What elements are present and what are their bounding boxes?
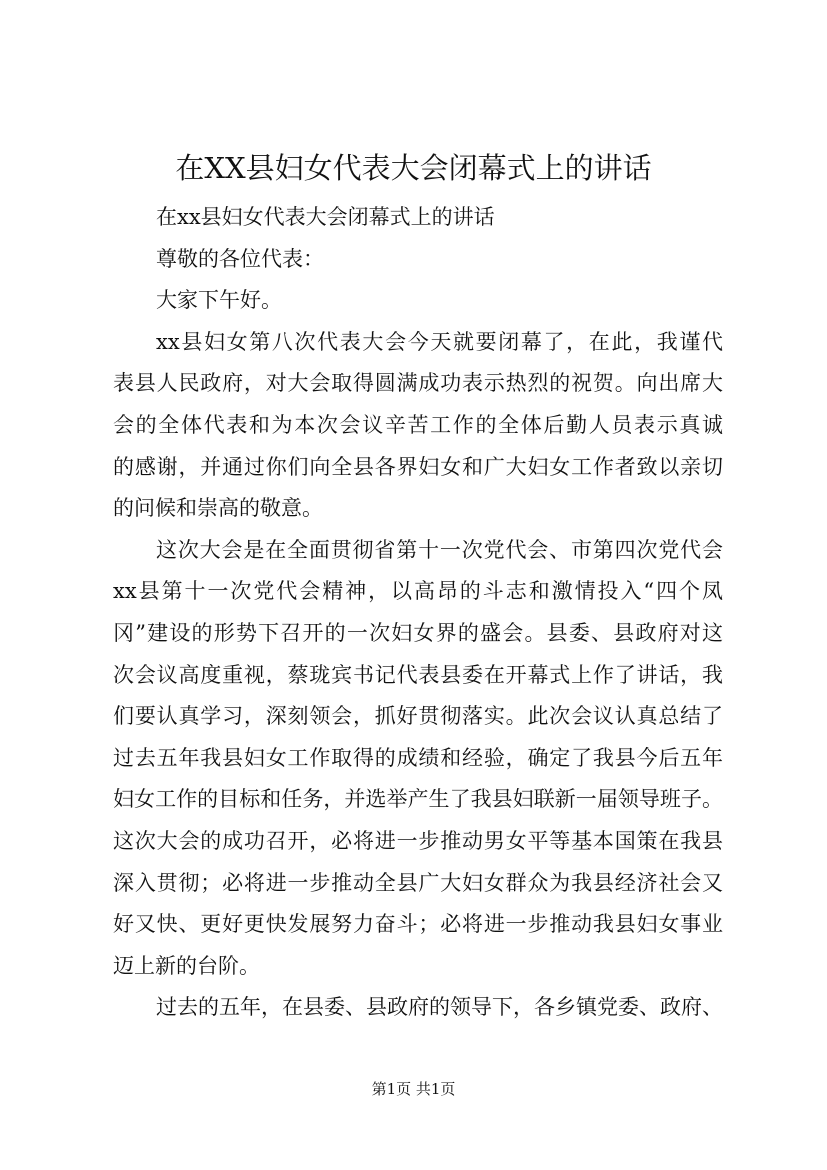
body-line: 表县人民政府，对大会取得圆满成功表示热烈的祝贺。向出席大: [113, 371, 723, 396]
body-line: 的问候和崇高的敬意。: [113, 496, 323, 521]
body-line: 这次大会是在全面贯彻省第十一次党代会、市第四次党代会: [156, 537, 723, 562]
body-line: 冈”建设的形势下召开的一次妇女界的盛会。县委、县政府对这: [113, 620, 723, 645]
body-line: 会的全体代表和为本次会议辛苦工作的全体后勤人员表示真诚: [113, 412, 723, 437]
body-line: 过去五年我县妇女工作取得的成绩和经验，确定了我县今后五年: [113, 745, 723, 770]
body-line: 尊敬的各位代表：: [156, 246, 324, 271]
body-line: 深入贯彻；必将进一步推动全县广大妇女群众为我县经济社会又: [113, 870, 723, 895]
body-line: 次会议高度重视，蔡珑宾书记代表县委在开幕式上作了讲话，我: [113, 662, 723, 687]
body-line: 大家下午好。: [156, 288, 282, 313]
page-footer: 第1页 共1页: [371, 1080, 456, 1098]
body-line: 好又快、更好更快发展努力奋斗；必将进一步推动我县妇女事业: [113, 912, 723, 937]
body-line: 过去的五年，在县委、县政府的领导下，各乡镇党委、政府、: [156, 995, 723, 1020]
document-body: [113, 197, 723, 1029]
body-line: xx县第十一次党代会精神，以高昂的斗志和激情投入“四个凤: [113, 579, 723, 604]
body-line: 在xx县妇女代表大会闭幕式上的讲话: [156, 205, 495, 229]
body-line: 这次大会的成功召开，必将进一步推动男女平等基本国策在我县: [113, 828, 723, 853]
body-line: xx县妇女第八次代表大会今天就要闭幕了，在此，我谨代: [156, 329, 723, 354]
document-title: 在XX县妇女代表大会闭幕式上的讲话: [175, 151, 652, 185]
body-line: 的感谢，并通过你们向全县各界妇女和广大妇女工作者致以亲切: [113, 454, 723, 479]
body-line: 迈上新的台阶。: [113, 953, 260, 978]
body-line: 妇女工作的目标和任务，并选举产生了我县妇联新一届领导班子。: [113, 787, 723, 812]
body-line: 们要认真学习，深刻领会，抓好贯彻落实。此次会议认真总结了: [113, 704, 723, 729]
